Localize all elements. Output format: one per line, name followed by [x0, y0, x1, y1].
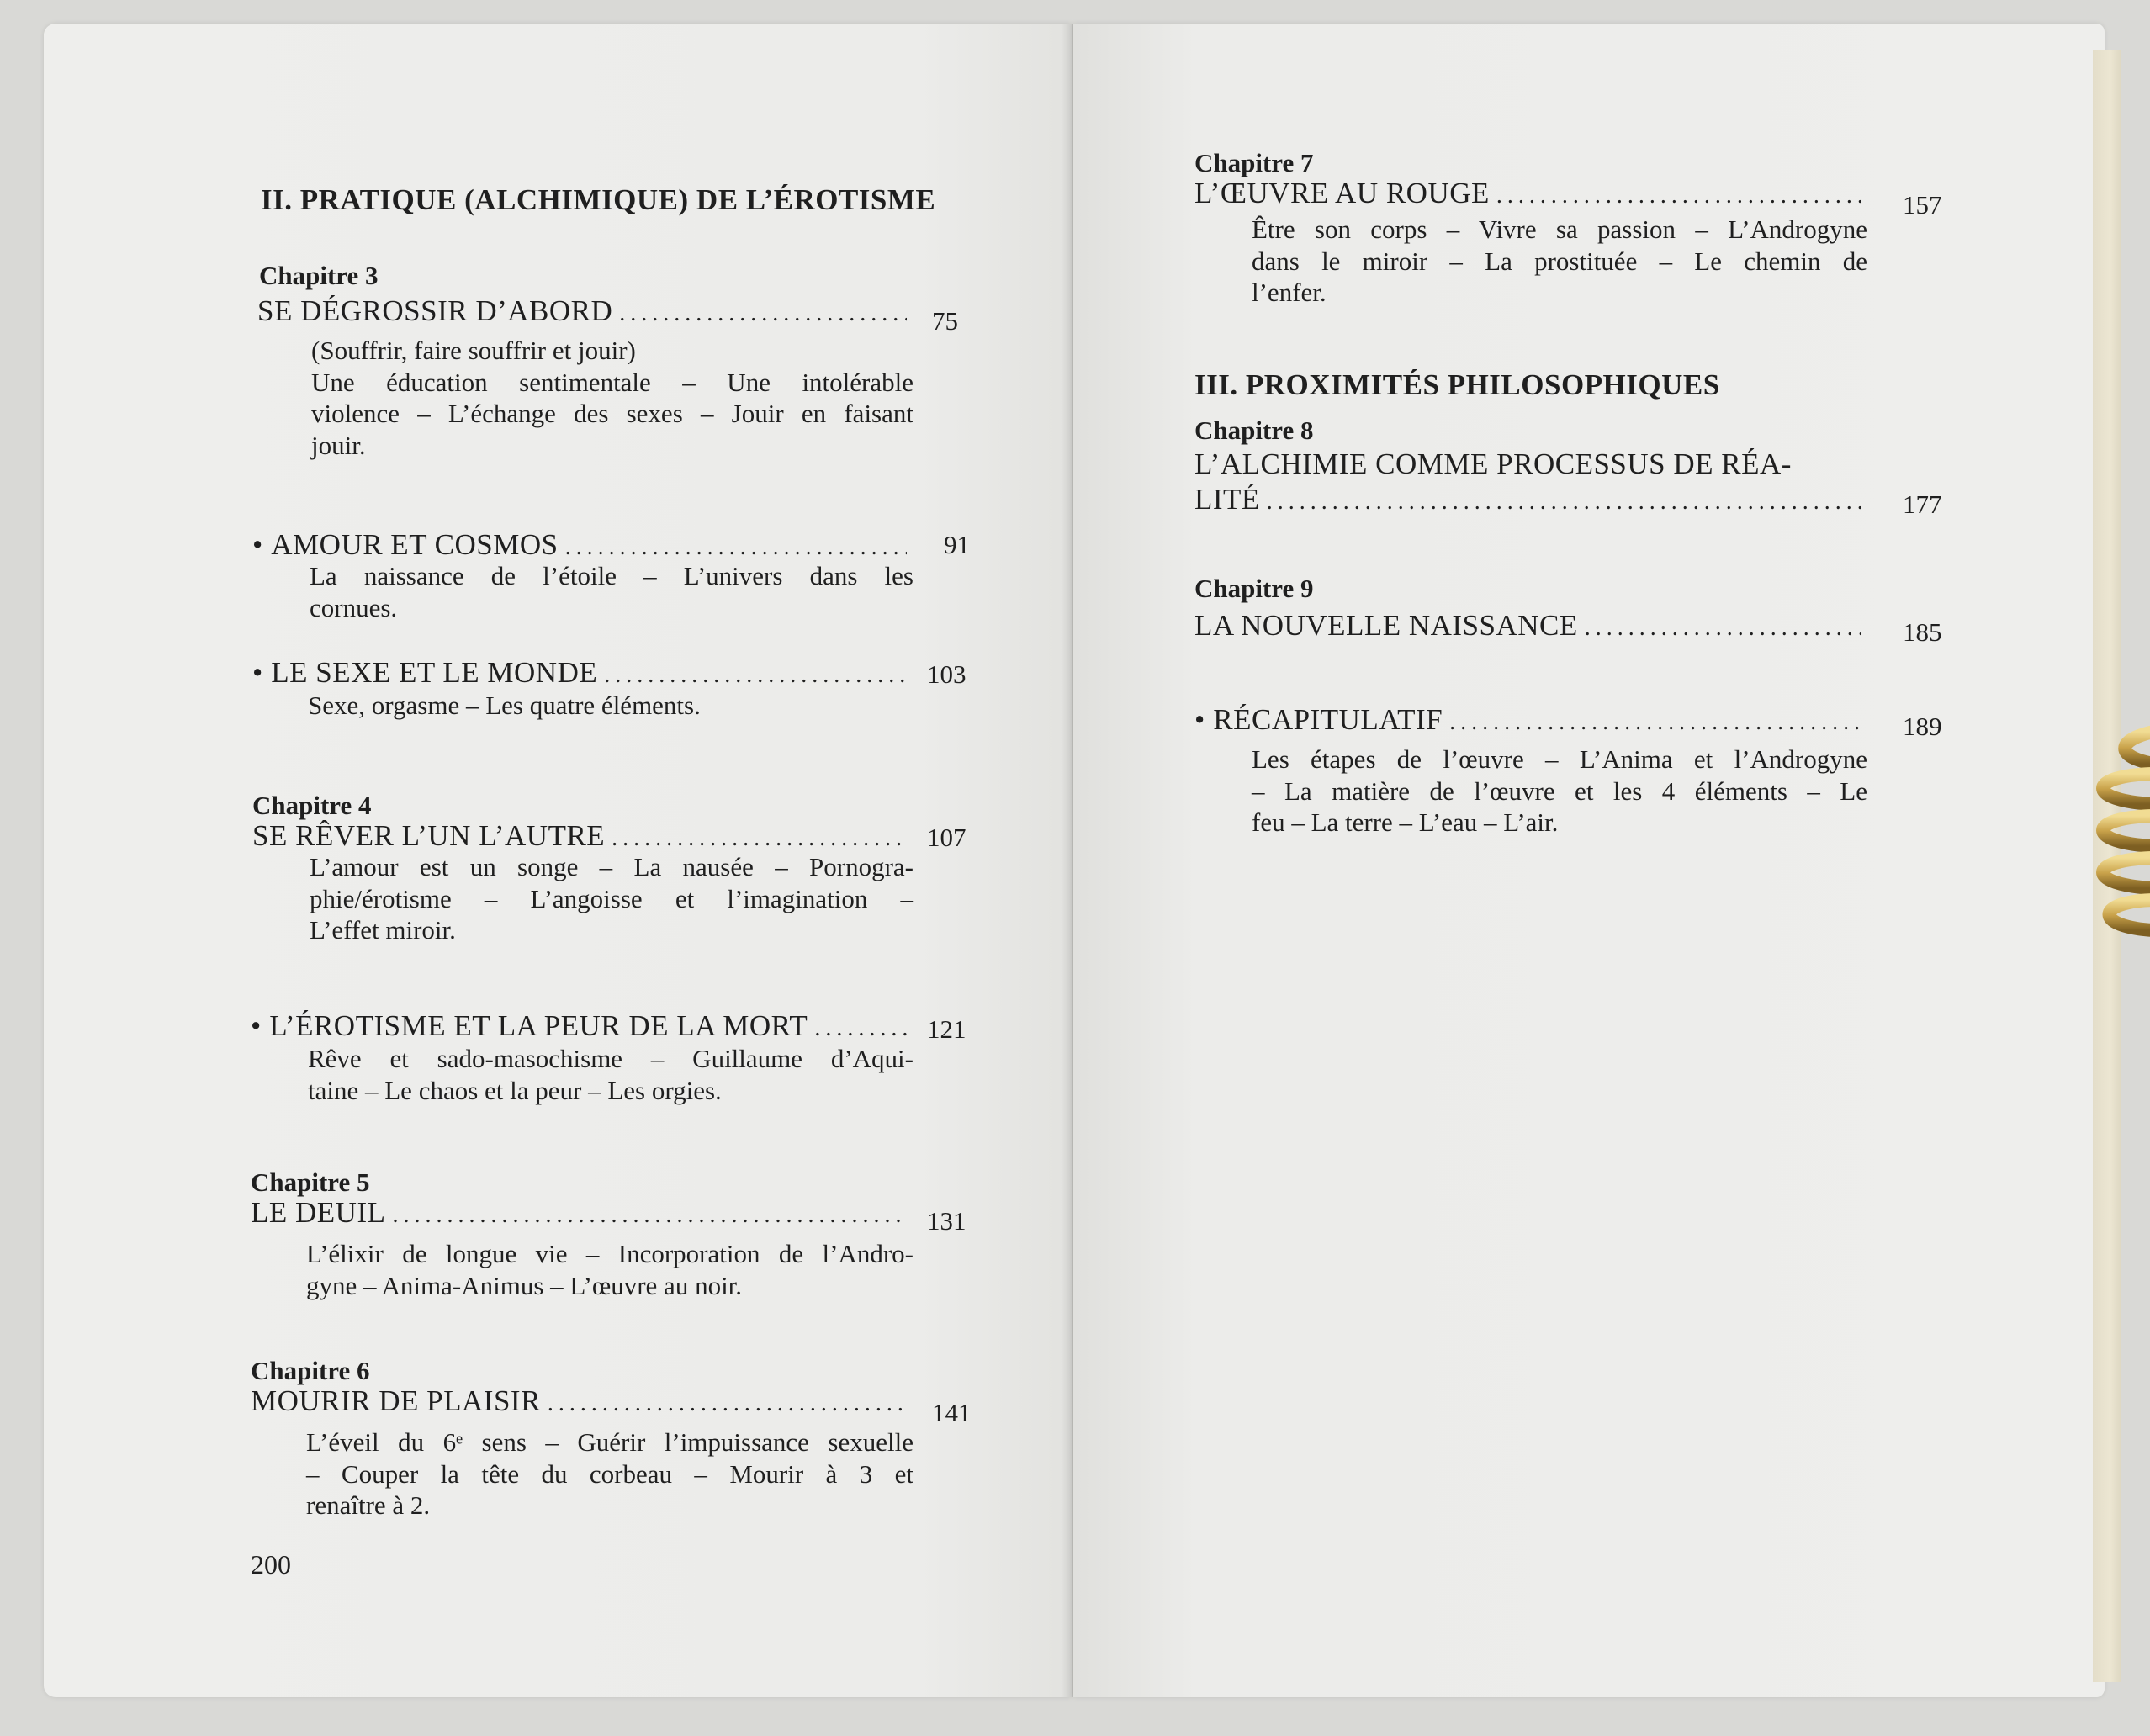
entry-description: [1252, 214, 1867, 309]
dot-leader: [1449, 709, 1861, 736]
description-line: Sexe, orgasme – Les quatre éléments.: [308, 691, 701, 720]
description-line: L’effet miroir.: [310, 915, 456, 945]
page-number: 185: [1903, 617, 1942, 647]
chapter-label: Chapitre 3: [259, 261, 379, 290]
description-line: L’élixir de longue vie – Incorporation de l’Andro-: [306, 1239, 913, 1268]
dot-leader: [814, 1015, 907, 1042]
toc-entry-link[interactable]: [252, 656, 913, 690]
entry-title: MOURIR DE PLAISIR: [251, 1384, 541, 1417]
toc-entry-link[interactable]: [251, 1384, 913, 1418]
page-number: 141: [932, 1398, 972, 1427]
part-heading: III. PROXIMITÉS PHILOSOPHIQUES: [1194, 368, 1720, 401]
page-number: 177: [1903, 490, 1942, 519]
entry-description: [306, 1238, 913, 1301]
toc-entry-link[interactable]: [252, 528, 913, 562]
chapter-label: Chapitre 7: [1194, 148, 1314, 177]
toc-entry-link[interactable]: [1194, 609, 1867, 643]
description-line: renaître à 2.: [306, 1490, 431, 1520]
description-line: Être son corps – Vivre sa passion – L’Androgyne: [1252, 214, 1867, 244]
description-line: – Couper la tête du corbeau – Mourir à 3 et: [306, 1458, 913, 1489]
description-line: Rêve et sado-masochisme – Guillaume d’Aqui-: [308, 1044, 913, 1073]
page-number: 103: [927, 659, 966, 689]
binder-clip-icon: [2036, 723, 2150, 976]
description-line: taine – Le chaos et la peur – Les orgies.: [308, 1075, 722, 1105]
entry-title: LA NOUVELLE NAISSANCE: [1194, 609, 1578, 642]
entry-title: LE SEXE ET LE MONDE: [271, 656, 598, 689]
toc-entry-link[interactable]: [251, 1009, 913, 1043]
dot-leader: [619, 300, 907, 327]
chapter-label: Chapitre 4: [252, 791, 372, 820]
description-line: Les étapes de l’œuvre – L’Anima et l’Androgyne: [1252, 744, 1867, 774]
entry-description: [310, 851, 913, 946]
page-number: 107: [927, 823, 966, 852]
entry-title: SE RÊVER L’UN L’AUTRE: [252, 819, 606, 852]
dot-leader: [1496, 183, 1861, 209]
right-page: [1073, 24, 2105, 1697]
toc-entry-link[interactable]: [1194, 483, 1867, 516]
description-line: cornues.: [310, 592, 398, 622]
description-line: dans le miroir – La prostituée – Le chemin de: [1252, 246, 1867, 276]
description-line: phie/érotisme – L’angoisse et l’imagination –: [310, 883, 913, 913]
page-number: 131: [927, 1206, 966, 1236]
description-line: L’amour est un songe – La nausée – Pornogra-: [310, 852, 913, 881]
entry-title: L’ŒUVRE AU ROUGE: [1194, 177, 1490, 209]
part-heading: II. PRATIQUE (ALCHIMIQUE) DE L’ÉROTISME: [261, 183, 936, 216]
page-number: 157: [1903, 190, 1942, 220]
page-number: 189: [1903, 712, 1942, 741]
dot-leader: [1267, 489, 1861, 516]
entry-title: LITÉ: [1194, 483, 1260, 516]
entry-title: L’ÉROTISME ET LA PEUR DE LA MORT: [269, 1009, 808, 1042]
toc-entry-link[interactable]: [257, 294, 913, 328]
entry-title-line: L’ALCHIMIE COMME PROCESSUS DE RÉA-: [1194, 447, 1792, 480]
entry-title: SE DÉGROSSIR D’ABORD: [257, 294, 613, 327]
page-number: 91: [944, 530, 970, 559]
description-line: L’éveil du 6ᵉ sens – Guérir l’impuissance sexuelle: [306, 1427, 913, 1457]
description-line: (Souffrir, faire souffrir et jouir): [311, 336, 636, 365]
chapter-label: Chapitre 5: [251, 1167, 370, 1197]
toc-entry-title-line: [1194, 447, 1867, 481]
bullet-icon: •: [252, 656, 263, 689]
entry-description: [311, 335, 913, 461]
chapter-label: Chapitre 6: [251, 1356, 370, 1385]
dot-leader: [1585, 615, 1861, 642]
dot-leader: [548, 1390, 907, 1417]
dot-leader: [565, 534, 907, 561]
entry-title: RÉCAPITULATIF: [1213, 703, 1443, 736]
dot-leader: [392, 1202, 907, 1229]
bullet-icon: •: [1194, 703, 1205, 736]
toc-entry-link[interactable]: [251, 1196, 913, 1230]
dot-leader: [612, 825, 907, 852]
entry-title: LE DEUIL: [251, 1196, 386, 1229]
description-line: Une éducation sentimentale – Une intolérable: [311, 367, 913, 397]
dot-leader: [604, 662, 907, 689]
entry-description: [310, 560, 913, 623]
entry-description: [306, 1426, 913, 1522]
entry-title: AMOUR ET COSMOS: [271, 528, 559, 561]
toc-entry-link[interactable]: [252, 819, 913, 853]
toc-entry-link[interactable]: [1194, 703, 1867, 737]
chapter-label: Chapitre 8: [1194, 415, 1314, 445]
entry-description: [1252, 744, 1867, 839]
description-line: La naissance de l’étoile – L’univers dans les: [310, 561, 913, 590]
chapter-label: Chapitre 9: [1194, 574, 1314, 603]
bullet-icon: •: [252, 528, 263, 561]
description-line: feu – La terre – L’eau – L’air.: [1252, 807, 1559, 837]
page-folio: 200: [251, 1549, 291, 1580]
entry-description: [308, 1043, 913, 1106]
description-line: jouir.: [311, 430, 366, 460]
page-number: 75: [932, 306, 958, 336]
bullet-icon: •: [251, 1009, 262, 1042]
description-line: – La matière de l’œuvre et les 4 éléments – Le: [1252, 775, 1867, 806]
description-line: violence – L’échange des sexes – Jouir en faisant: [311, 399, 913, 428]
left-page: [44, 24, 1072, 1697]
entry-description: [308, 690, 913, 722]
description-line: l’enfer.: [1252, 278, 1327, 307]
description-line: gyne – Anima-Animus – L’œuvre au noir.: [306, 1270, 743, 1300]
toc-entry-link[interactable]: [1194, 177, 1867, 210]
page-number: 121: [927, 1014, 966, 1044]
